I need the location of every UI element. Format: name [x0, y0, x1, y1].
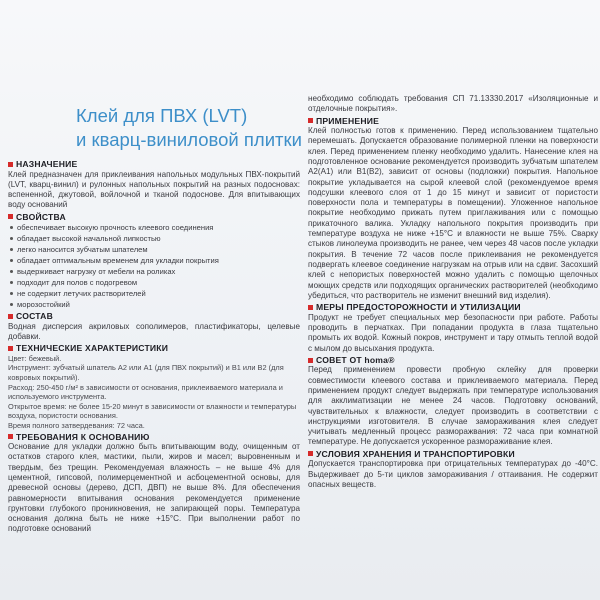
- spec-tool: Инструмент: зубчатый шпатель А2 или А1 (для ПВХ покрытий) и В1 или В2 (для ковровых покрытий).: [8, 363, 284, 382]
- bullet-dot-icon: [10, 303, 13, 306]
- left-body: [8, 158, 300, 535]
- spec-color: Цвет: бежевый.: [8, 353, 62, 363]
- purpose-heading: НАЗНАЧЕНИЕ: [8, 159, 300, 170]
- title-line-1: Клей для ПВХ (LVT): [76, 105, 248, 126]
- list-item: подходит для полов с подогревом: [8, 277, 300, 288]
- purpose-text: Клей предназначен для приклеивания напольных модульных ПВХ-покрытий (LVT, кварц-винил) и рулонных напольных покрытий на разных подосновах: вспененной, джутовой, войлочной и тканой подоснове. Для впитывающих воду оснований: [8, 169, 300, 210]
- list-item: обеспечивает высокую прочность клеевого соединения: [8, 222, 300, 233]
- safety-text: Продукт не требует специальных мер безопасности при работе. Работы проводить в перчатках. При попадании продукта в глаза тщательно промыть их водой. Кожный покров, инструмент и тару отмыть теплой водой с мылом до высыхания продукта.: [308, 312, 598, 353]
- list-item: легко наносится зубчатым шпателем: [8, 244, 300, 255]
- bullet-square-icon: [308, 118, 313, 123]
- application-text: Клей полностью готов к применению. Перед использованием тщательно перемешать. Допускается образование полимерной пленки на поверхности клея. Перед применением пленку необходимо удалить. Нанесение клея на подготовленное основание рекомендуется производить зубчатым шпателем А2(А1) или В1(В2), зависит от основы (подложки) покрытия. Напольное покрытие укладывается на сырой клеевой слой (рекомендуемое время подсушки клеевого слоя от 1 до 15 минут и зависит от пористости поверхности пола и температуры в помещении). Уложенное напольное покрытие необходимо прижать путем приглаживания или с помощью прикаточного валика. Укладку напольного покрытия производить при температуре воздуха не ниже +15°С и влажности не выше 75%. Сварку стыков линолеума производить не ранее, чем через 48 часов после укладки покрытия. В течение 72 часов после приклеивания не рекомендуется подвергать клеевое соединение нагрузкам на отрыв или на сдвиг. Засохший клей с непористых поверхностей можно удалить с помощью щелочных моющих средств или подходящих органических растворителей (необходимо убедиться, что растворитель не изменит внешний вид изделия).: [308, 126, 598, 300]
- storage-text: Допускается транспортировка при отрицательных температурах до -40°С. Выдерживает до 5-ти циклов замораживания / оттаивания. Не содержит опасных веществ.: [308, 459, 598, 489]
- composition-text: Водная дисперсия акриловых сополимеров, пластификаторы, целевые добавки.: [8, 321, 300, 341]
- bullet-dot-icon: [10, 292, 13, 295]
- bullet-dot-icon: [10, 281, 13, 284]
- safety-heading: МЕРЫ ПРЕДОСТОРОЖНОСТИ И УТИЛИЗАЦИИ: [308, 302, 598, 313]
- bullet-square-icon: [8, 162, 13, 167]
- tip-heading: СОВЕТ ОТ homa®: [308, 355, 598, 366]
- properties-list: [8, 222, 300, 310]
- right-body: [308, 94, 598, 490]
- bullet-dot-icon: [10, 237, 13, 240]
- spec-consumption: Расход: 250-450 г/м² в зависимости от основания, приклеиваемого материала и используемого инструмента.: [8, 382, 283, 402]
- bullet-dot-icon: [10, 226, 13, 229]
- properties-heading: СВОЙСТВА: [8, 212, 300, 223]
- bullet-square-icon: [8, 434, 13, 439]
- product-title: [76, 104, 302, 152]
- list-item: морозостойкий: [8, 299, 300, 310]
- title-line-2: и кварц-виниловой плитки: [76, 129, 302, 150]
- spec-cure-time: Время полного затвердевания: 72 часа.: [8, 420, 145, 430]
- bullet-square-icon: [8, 314, 13, 319]
- list-item: обладает высокой начальной липкостью: [8, 233, 300, 244]
- tip-text: Перед применением провести пробную склейку для проверки совместимости клеевого состава и приклеиваемого материала. Перед применением продукт следует выдержать при температуре использования для акклиматизации не менее 24 часов. Подготовку оснований, чувствительных к влажности, следует производить в соответствии с инструкциями изготовителя. В случае замораживания клея следует учитывать медленный процесс разморажвания: 72 часа при комнатной температуре. Не допускается ускоренное размораживание клея.: [308, 365, 598, 447]
- list-item: обладает оптимальным временем для укладки покрытия: [8, 255, 300, 266]
- specs-heading: ТЕХНИЧЕСКИЕ ХАРАКТЕРИСТИКИ: [8, 343, 300, 354]
- list-item: выдерживает нагрузку от мебели на роликах: [8, 266, 300, 277]
- storage-heading: УСЛОВИЯ ХРАНЕНИЯ И ТРАНСПОРТИРОВКИ: [308, 449, 598, 460]
- bullet-square-icon: [308, 305, 313, 310]
- bullet-square-icon: [8, 214, 13, 219]
- base-heading: ТРЕБОВАНИЯ К ОСНОВАНИЮ: [8, 432, 300, 443]
- bullet-dot-icon: [10, 259, 13, 262]
- bullet-square-icon: [308, 358, 313, 363]
- base-text: Основание для укладки должно быть впитывающим воду, очищенным от остатков старого клея, мастики, пыли, жиров и масел; выровненным и твердым, без трещин. Рекомендуемая влажность – не выше 4% для цементной, гипсовой, полимерцементной и асбоцементной основы, для древесной основы (дерево, ДСП, ДВП) не выше 8%. Для обеспечения равномерности впитывания основания рекомендуется применение грунтовки глубокого проникновения, не запирающей поры. Температура основания должна быть не ниже +15°С. При выполнении работ по подготовке оснований: [8, 442, 300, 534]
- spec-open-time: Открытое время: не более 15-20 минут в зависимости от влажности и температуры воздуха, пористости основания.: [8, 401, 297, 421]
- continued-text: необходимо соблюдать требования СП 71.13330.2017 «Изоляционные и отделочные покрытия».: [308, 94, 598, 114]
- bullet-square-icon: [308, 451, 313, 456]
- bullet-square-icon: [8, 346, 13, 351]
- bullet-dot-icon: [10, 248, 13, 251]
- composition-heading: СОСТАВ: [8, 311, 300, 322]
- bullet-dot-icon: [10, 270, 13, 273]
- application-heading: ПРИМЕНЕНИЕ: [308, 116, 598, 127]
- list-item: не содержит летучих растворителей: [8, 288, 300, 299]
